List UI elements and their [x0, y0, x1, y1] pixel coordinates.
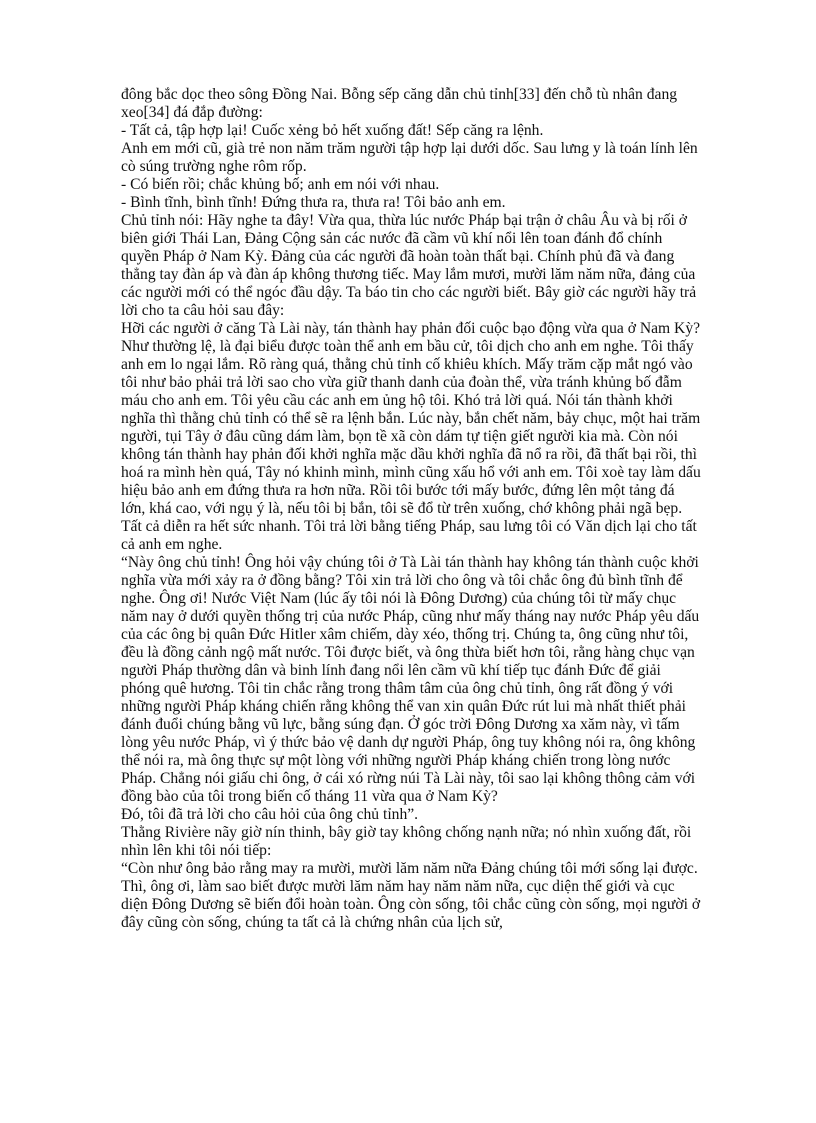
paragraph-4: - Có biến rồi; chắc khủng bố; anh em nói với nhau.: [121, 176, 440, 193]
paragraph-9: “Này ông chủ tỉnh! Ông hỏi vậy chúng tôi ở Tà Lài tán thành hay không tán thành cuộc khởi nghĩa vừa mới xảy ra ở đồng bằng? Tôi xin trả lời cho ông và tôi chắc ông đủ bình tĩnh để nghe. Ông ơi! Nước Việt Nam (lúc ấy tôi nói là Đông Dương) của chúng tôi từ mấy chục năm nay ở dưới quyền thống trị của nước Pháp, cũng như mấy tháng nay nước Pháp yêu dấu của các ông bị quân Đức Hitler xâm chiếm, dày xéo, thống trị. Chúng ta, ông cũng như tôi, đều là đồng cảnh ngộ mất nước. Tôi được biết, và ông thừa biết hơn tôi, rằng hàng chục vạn người Pháp thường dân và binh lính đang nổi lên cầm vũ khí tiếp tục đánh Đức để giải phóng quê hương. Tôi tin chắc rằng trong thâm tâm của ông chủ tỉnh, ông rất đồng ý với những người Pháp kháng chiến rằng không thể van xin quân Đức rút lui mà nhất thiết phải đánh đuổi chúng bằng vũ lực, bằng súng đạn. Ở góc trời Đông Dương xa xăm này, vì tấm lòng yêu nước Pháp, vì ý thức bảo vệ danh dự người Pháp, ông tuy không nói ra, ông không thể nói ra, mà ông thực sự một lòng với những người Pháp kháng chiến trong lòng nước Pháp. Chẳng nói giấu chi ông, ở cái xó rừng núi Tà Lài này, tôi sao lại không thông cảm với đồng bào của tôi trong biến cố tháng 11 vừa qua ở Nam Kỳ?: [121, 554, 700, 805]
paragraph-7: Hỡi các người ở căng Tà Lài này, tán thành hay phản đối cuộc bạo động vừa qua ở Nam Kỳ?: [121, 320, 701, 337]
paragraph-12: “Còn như ông bảo rằng may ra mười, mười lăm năm nữa Đảng chúng tôi mới sống lại được. Thì, ông ơi, làm sao biết được mười lăm năm hay năm năm nữa, cục diện thế giới và cục diện Đông Dương sẽ biến đổi hoàn toàn. Ông còn sống, tôi chắc cũng còn sống, mọi người ở đây cũng còn sống, chúng ta tất cả là chứng nhân của lịch sử,: [121, 860, 701, 931]
paragraph-5: - Bình tĩnh, bình tĩnh! Đứng thưa ra, thưa ra! Tôi bảo anh em.: [121, 194, 506, 211]
paragraph-6: Chủ tỉnh nói: Hãy nghe ta đây! Vừa qua, thừa lúc nước Pháp bại trận ở châu Âu và bị rối ở biên giới Thái Lan, Đảng Cộng sản các nước đã cầm vũ khí nổi lên toan đánh đổ chính quyền Pháp ở Nam Kỳ. Đảng của các người đã hoàn toàn thất bại. Chính phủ đã và đang thẳng tay đàn áp và đàn áp không thương tiếc. May lắm mươi, mười lăm năm nữa, đảng của các người mới có thể ngóc đầu dậy. Ta báo tin cho các người biết. Bây giờ các người hãy trả lời cho ta câu hỏi sau đây:: [121, 212, 697, 319]
paragraph-11: Thằng Rivière nãy giờ nín thinh, bây giờ tay không chống nạnh nữa; nó nhìn xuống đất, rồi nhìn lên khi tôi nói tiếp:: [121, 824, 692, 859]
paragraph-1: đông bắc dọc theo sông Đồng Nai. Bỗng sếp căng dẫn chủ tỉnh[33] đến chỗ tù nhân đang xeo[34] đá đắp đường:: [121, 86, 678, 121]
paragraph-3: Anh em mới cũ, già trẻ non năm trăm người tập hợp lại dưới dốc. Sau lưng y là toán lính lên cò súng trường nghe rôm rốp.: [121, 140, 698, 175]
paragraph-10: Đó, tôi đã trả lời cho câu hỏi của ông chủ tỉnh”.: [121, 806, 419, 823]
paragraph-8: Như thường lệ, là đại biểu được toàn thể anh em bầu cử, tôi dịch cho anh em nghe. Tôi thấy anh em lo ngại lắm. Rõ ràng quá, thằng chủ tỉnh cố khiêu khích. Mấy trăm cặp mắt ngó vào tôi như bảo phải trả lời sao cho vừa giữ thanh danh của đoàn thể, vừa tránh khủng bố đẫm máu cho anh em. Tôi yêu cầu các anh em ủng hộ tôi. Khó trả lời quá. Nói tán thành khởi nghĩa thì thằng chủ tỉnh có thể sẽ ra lệnh bắn. Lúc này, bắn chết năm, bảy chục, một hai trăm người, tụi Tây ở đâu cũng dám làm, bọn tề xã còn dám tự tiện giết người kia mà. Còn nói không tán thành hay phản đối khởi nghĩa mặc dầu khởi nghĩa đã nổ ra rồi, đã thất bại rồi, thì hoá ra mình hèn quá, Tây nó khinh mình, mình cũng xấu hổ với anh em. Tôi xoè tay làm dấu hiệu bảo anh em đứng thưa ra hơn nữa. Rồi tôi bước tới mấy bước, đứng lên một tảng đá lớn, khá cao, với ngụ ý là, nếu tôi bị bắn, tôi sẽ đổ từ trên xuống, chớ không phải ngã bẹp. Tất cả diễn ra hết sức nhanh. Tôi trả lời bằng tiếng Pháp, sau lưng tôi có Văn dịch lại cho tất cả anh em nghe.: [121, 338, 701, 553]
paragraph-2: - Tất cả, tập hợp lại! Cuốc xẻng bỏ hết xuống đất! Sếp căng ra lệnh.: [121, 122, 544, 139]
document-page: [121, 86, 701, 932]
